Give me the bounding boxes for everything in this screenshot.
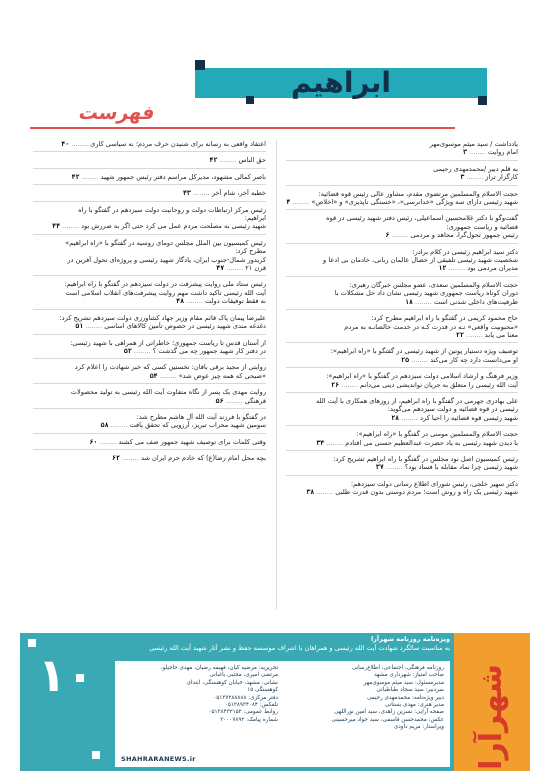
- leader-dots: ........: [314, 488, 336, 497]
- toc-entry[interactable]: [286, 190, 518, 211]
- toc-entry-text: «صبحی که همه چیز عوض شد»: [178, 371, 266, 380]
- website-url[interactable]: SHAHRARANEWS.ir: [121, 755, 196, 763]
- brand-logo: [454, 633, 530, 771]
- brand-name: شهرآرا: [474, 664, 509, 770]
- credit-line: تحریریه: مرضیه کیان، فهیمه رضیان، مهدی حاجیلو،: [160, 665, 278, 671]
- toc-page-number: ۳: [460, 173, 465, 182]
- toc-entry-line: توصیف ویژه دستیار پوتین از شهید رئیسی در گفتگو با «راه ابراهیم»:: [330, 347, 518, 356]
- toc-column-left: [33, 140, 266, 470]
- toc-entry-line: [286, 173, 518, 181]
- toc-entry-line: روایت مهدی یک پسر از نگاه متفاوت آیت الله رئیسی به تولید محصولات: [70, 388, 266, 397]
- leader-dots: ........: [108, 421, 130, 430]
- column-divider: [276, 140, 277, 610]
- toc-entry-line: روایتی از مجید برقی بافان: نخستین کسی که خبر شهادت را اعلام کرد: [74, 363, 266, 372]
- toc-entry-line: [286, 381, 518, 389]
- toc-entry-text: وقتی کلمات برای توصیف شهید جمهور صف می کشند: [118, 437, 266, 446]
- leader-dots: ........: [184, 297, 206, 306]
- leader-dots: ........: [69, 140, 91, 148]
- toc-page-number: ۲۸: [391, 413, 400, 422]
- toc-page-number: ۳: [462, 148, 467, 157]
- toc-entry-text: بچه محل امام رضا(ع) که خادم حرم ایران شد: [140, 454, 266, 463]
- toc-entry-text: فرهنگی: [244, 396, 266, 405]
- toc-entry-line: [33, 264, 266, 272]
- toc-entry-line: [286, 148, 518, 156]
- toc-entry-line: رئیس کمیسیون بین الملل مجلس دومای روسیه در گفتگو با «راه ابراهیم»: [65, 238, 266, 247]
- toc-entry-line: گفت‌وگو با دکتر غلامحسین اسماعیلی، رئیس دفتر شهید رئیسی در قوه: [326, 214, 518, 223]
- toc-entry[interactable]: [33, 173, 266, 185]
- toc-entry-line: دکتر سهیر خلجی، رئیس شورای اطلاع رسانی دولت سیزدهم:: [350, 479, 518, 488]
- leader-dots: ........: [119, 454, 141, 463]
- toc-entry-text: شهید رئیسی به مصلحت مردم عمل می کرد حتی اگر به ضررش بود: [81, 222, 266, 231]
- page-number: ۱۰: [37, 648, 95, 702]
- toc-page-number: ۲۲: [456, 330, 464, 339]
- leader-dots: ........: [290, 198, 312, 207]
- toc-page-number: ۴۴: [52, 222, 61, 231]
- toc-entry-line: وزیر فرهنگ و ارشاد اسلامی دولت سیزدهم در گفتگو با «راه ابراهیم»:: [326, 372, 518, 381]
- pixel-decoration: [92, 751, 100, 759]
- toc-entry-line: دکتر سید ابراهیم رئیسی در کلام برادر:: [412, 247, 518, 256]
- credit-line: مرتضی امیری، مجتبی باغبانی: [209, 672, 278, 679]
- toc-page-number: ۵۱: [75, 322, 84, 331]
- toc-entry-text: اعتقاد واقعی به رسانه برای شنیدن حرف مردم؛ نه سیاسی کاری: [90, 140, 266, 148]
- leader-dots: ........: [223, 396, 245, 405]
- toc-entry-line: به قلم دبیر /محمدمهدی رحیمی: [433, 164, 518, 173]
- toc-page-number: ۶۲: [112, 454, 120, 463]
- credit-line: کوهسنگی ۱۵: [247, 687, 278, 694]
- toc-entry-line: [286, 198, 518, 206]
- toc-entry[interactable]: [286, 281, 518, 310]
- page-number-box: [20, 633, 110, 771]
- toc-column-right: [286, 140, 518, 504]
- toc-entry-line: از آستان قدس تا ریاست جمهوری؛ خاطراتی از همراهی با شهید رئیسی:: [70, 338, 266, 347]
- toc-entry-text: امام روایت: [487, 148, 518, 157]
- title-underline: [30, 127, 455, 129]
- toc-entry-line: [33, 347, 266, 355]
- leader-dots: ........: [97, 437, 119, 446]
- leader-dots: ........: [83, 322, 105, 331]
- toc-entry-line: [33, 421, 266, 429]
- credit-line: نشانی: مشهد، خیابان کوهسنگی، ابتدای: [186, 679, 278, 686]
- toc-page-number: ۳۸: [306, 488, 315, 497]
- toc-entry-line: [286, 439, 518, 447]
- toc-entry-line: دوران کوتاه ریاست جمهوری شهید رئیسی نشان داد حل مشکلات با: [334, 289, 518, 298]
- leader-dots: ........: [412, 297, 434, 306]
- toc-entry[interactable]: [286, 165, 518, 186]
- toc-entry-line: «محبوبیت واقعی» نـه در قدرت کـه در خدمت خالصانـه به مردم: [344, 322, 518, 331]
- toc-entry-text: شهید رئیسی دارای سه ویژگی «خداترسی»، «خستگی ناپذیری» و «اخلاص»: [311, 198, 518, 207]
- leader-dots: ........: [217, 156, 239, 165]
- leader-dots: ........: [463, 330, 485, 339]
- toc-page-number: ۱۲: [438, 264, 447, 273]
- toc-entry-line: [33, 189, 266, 197]
- leader-dots: ........: [389, 231, 411, 240]
- credit-line: عکس: محمدحسن قاسمی، سید جواد میرحسینی: [331, 716, 444, 723]
- toc-entry-line: رئیسی در قوه قضائیه و دولت سیزدهم می‌گوید:: [387, 405, 518, 414]
- toc-entry[interactable]: [286, 314, 518, 343]
- toc-entry[interactable]: [33, 454, 266, 465]
- toc-entry-line: [286, 356, 518, 364]
- toc-entry[interactable]: [33, 413, 266, 434]
- header: [0, 0, 550, 145]
- toc-entry-line: علیرضا پیمان پاک قائم مقام وزیر جهاد کشاورزی دولت سیزدهم تشریح کرد:: [59, 313, 266, 322]
- toc-entry-line: مطرح کرد:: [235, 247, 266, 256]
- leader-dots: ........: [339, 380, 361, 389]
- toc-entry-line: رئیس مرکز ارتباطات دولت و روحانیت دولت سیزدهم در گفتگو با راه: [78, 205, 266, 214]
- toc-entry-line: [33, 173, 266, 181]
- leader-dots: ........: [131, 346, 153, 355]
- magazine-logo: ابراهیم: [291, 66, 391, 99]
- footer-title: ویژه‌نامه روزنامه شهرآرا: [370, 635, 450, 643]
- credit-line: تلفکس: ۰۵۱۳۸۹۳۴۰۸۴: [224, 702, 278, 709]
- toc-entry-line: رئیس کمیسیون اصل نود مجلس در گفتگو با راه ابراهیم تشریح کرد:: [333, 454, 518, 463]
- toc-entry-line: [33, 222, 266, 230]
- leader-dots: ........: [409, 355, 431, 364]
- footer-credits: [115, 661, 450, 767]
- toc-entry-text: شهید رئیسی یک راه و روش است؛ مردم دوستی بدون قدرت طلبی: [335, 488, 518, 497]
- toc-page-number: ۳۷: [375, 463, 384, 472]
- toc-entry-text: شهید رئیسی چرا نماد مقابله با فساد بود؟: [404, 463, 518, 472]
- toc-entry[interactable]: [33, 140, 266, 152]
- toc-entry[interactable]: [33, 363, 266, 384]
- toc-entry-line: [33, 438, 266, 446]
- toc-entry[interactable]: [33, 156, 266, 168]
- toc-entry-line: [286, 414, 518, 422]
- toc-page-number: ۵۶: [215, 396, 224, 405]
- footer-subtitle: به مناسبت سالگرد شهادت آیت الله رئیسی و همراهان با اشراف موسسه حفظ و نشر آثار شهید آیت الله رئیسی: [149, 644, 450, 652]
- toc-entry-text: سومین شهید محراب تبریز، آرزویی که تحقق یافت: [129, 421, 266, 430]
- credit-line: سردبیر: سید سجاد طباطبائی: [376, 687, 444, 694]
- toc-entry-line: کریدور شمال-جنوب ایران، یادگار شهید رئیسی و پروژه‌ای تحول آفرین در: [67, 255, 266, 264]
- toc-entry-text: رئیس جمهور تحول‌گرا، مجاهد و مردمی: [410, 231, 518, 240]
- section-title: فهرست: [77, 102, 157, 124]
- toc-entry[interactable]: [286, 397, 518, 426]
- toc-entry-line: [33, 322, 266, 330]
- leader-dots: ........: [79, 172, 101, 181]
- toc-page-number: ۶۰: [89, 437, 98, 446]
- leader-dots: ........: [446, 264, 468, 273]
- leader-dots: ........: [60, 222, 82, 231]
- toc-entry-text: ظرفیت‌های داخلی شدنی است: [433, 297, 518, 306]
- toc-entry[interactable]: [33, 280, 266, 309]
- toc-entry[interactable]: [33, 388, 266, 409]
- toc-page-number: ۴۰: [61, 140, 70, 148]
- toc-entry-text: ناصر کمالی مشهود، مدیرکل مراسم دفتر رئیس جمهور شهید: [100, 172, 266, 181]
- toc-entry[interactable]: [33, 189, 266, 201]
- toc-entry-line: [33, 372, 266, 380]
- toc-entry[interactable]: [33, 314, 266, 335]
- toc-entry[interactable]: [33, 206, 266, 235]
- credits-column-left: [120, 665, 278, 724]
- toc-entry-line: [286, 488, 518, 496]
- toc-entry-text: دغدغه مندی شهید رئیسی در خصوص تأمین کالاهای اساسی: [104, 322, 266, 331]
- credits-column-right: [284, 665, 444, 732]
- toc-entry-line: [33, 297, 266, 305]
- credit-line: روابط عمومی: ۰۵۱۳۸۴۳۲۱۵۲: [208, 709, 278, 716]
- toc-page-number: ۲۵: [401, 355, 410, 364]
- toc-entry-text: او می‌دانست دارد چه کار می‌کند: [430, 355, 518, 364]
- toc-entry-line: آیت الله رئیسی تاکید داشت مهم روایت پیشرفت‌های انقلاب اسلامی است: [65, 288, 266, 297]
- credit-line: صفحه آرایی: نسرین زاهدی، سید امین نوراللهی: [334, 709, 444, 716]
- toc-entry-text: حق الناس: [238, 156, 266, 165]
- leader-dots: ........: [383, 463, 405, 472]
- toc-entry-line: [33, 397, 266, 405]
- toc-page-number: ۳۴: [316, 438, 325, 447]
- credit-line: ویراستار: مریم داودی: [393, 724, 444, 731]
- toc-entry-text: شهید رئیسی قوه قضائیه را احیا کرد: [420, 413, 518, 422]
- leader-dots: ........: [324, 438, 346, 447]
- toc-page-number: ۵۴: [149, 371, 158, 380]
- credit-line: مدیر هنری: مهدی بستانی: [385, 702, 444, 709]
- toc-entry[interactable]: [33, 239, 266, 277]
- toc-entry-line: یادداشت / سید میثم موسوی‌مهر: [429, 140, 518, 148]
- toc-entry-line: قضائیه و ریاست جمهوری:: [446, 222, 518, 231]
- toc-entry-text: آیت الله رئیسی را متعلق به جریان نواندیشی دینی می‌دانم: [360, 380, 518, 389]
- toc-entry-line: [33, 140, 266, 148]
- toc-page-number: ۴۳: [182, 189, 191, 198]
- leader-dots: ........: [224, 264, 246, 273]
- toc-entry-line: ابراهیم:: [244, 214, 266, 223]
- toc-entry-line: حجت الاسلام والمسلمین مومنی در گفتگو با «راه ابراهیم»:: [356, 430, 518, 439]
- toc-entry-line: حجت الاسلام والمسلمین سعدی، عضو مجلس خبرگان رهبری:: [349, 280, 518, 289]
- toc-entry-text: مدیران مردمی بود: [467, 264, 518, 273]
- toc-page-number: ۴۲: [209, 156, 218, 165]
- toc-entry-line: [286, 331, 518, 339]
- toc-entry[interactable]: [286, 347, 518, 368]
- toc-entry[interactable]: [286, 480, 518, 500]
- toc-entry-line: حاج محمود کریمی در گفتگو با راه ابراهیم مطرح کرد:: [371, 314, 518, 323]
- toc-entry[interactable]: [286, 214, 518, 243]
- leader-dots: ........: [190, 189, 212, 198]
- credit-line: دفتر مرکزی: ۰۵۱۳۷۲۸۸۸۸۸: [213, 694, 278, 701]
- toc-entry-line: [33, 156, 266, 164]
- toc-entry[interactable]: [286, 372, 518, 393]
- toc-entry-line: شخصیت شهید رئیسی تلفیقی از خصال عالمان ربانی، خادمان بی ادعا و: [323, 256, 518, 265]
- toc-entry[interactable]: [286, 455, 518, 476]
- toc-entry-text: در دفتر کار شهید جمهور چه می گذشت ؟: [152, 346, 266, 355]
- leader-dots: ........: [157, 371, 179, 380]
- toc-page-number: ۵۸: [100, 421, 109, 430]
- toc-entry-line: [286, 463, 518, 471]
- toc-page-number: ۵۲: [123, 346, 132, 355]
- credit-line: روزنامه فرهنگی، اجتماعی، اطلاع‌رسانی: [351, 665, 444, 671]
- toc-entry-text: کارگزار تراز: [485, 173, 518, 182]
- toc-entry[interactable]: [286, 430, 518, 451]
- toc-entry-text: قرن ۲۱: [245, 264, 266, 273]
- credit-line: شماره پیامک: ۳۰۰۰۷۸۹۲: [220, 716, 278, 723]
- leader-dots: ........: [464, 173, 486, 182]
- footer-header: [115, 635, 450, 653]
- toc-entry-line: رئیس ستاد ملی روایت پیشرفت در دولت سیزدهم در گفتگو با راه ابراهیم:: [64, 280, 266, 289]
- toc-page-number: ۴: [286, 198, 291, 207]
- credit-line: صاحب امتیاز: شهرداری مشهد: [374, 672, 444, 679]
- toc-entry-text: معنا می یابد: [484, 330, 518, 339]
- toc-page-number: ۴۲: [71, 172, 80, 181]
- toc-entry-line: علی بهادری جهرمی در گفتگو با راه ابراهیم، از روزهای همکاری با آیت الله: [316, 396, 518, 405]
- leader-dots: ........: [399, 413, 421, 422]
- toc-page-number: ۴۸: [176, 297, 185, 306]
- toc-entry-line: [286, 231, 518, 239]
- toc-page-number: ۴۷: [216, 264, 225, 273]
- toc-entry-line: [286, 298, 518, 306]
- toc-entry-text: نه فقط توفیقات دولت: [205, 297, 266, 306]
- toc-entry-text: خطبه آخر، شام آخر: [211, 189, 266, 198]
- toc-entry-line: [33, 454, 266, 462]
- toc-entry[interactable]: [33, 438, 266, 450]
- footer-colophon: [20, 633, 530, 771]
- credit-line: دبیر ویژه‌نامه: محمدمهدی رحیمی: [367, 694, 444, 701]
- toc-entry[interactable]: [33, 339, 266, 360]
- credit-line: مدیرمسئول: سید میثم موسوی‌مهر: [363, 679, 444, 686]
- toc-entry-line: حجت الاسلام والمسلمین مرتضوی مقدم، مشاور عالی رئیس قوه قضائیه:: [318, 189, 518, 198]
- toc-entry-line: در گفتگو با فرزند آیت الله آل هاشم مطرح شد:: [136, 412, 266, 421]
- toc-entry[interactable]: [286, 248, 518, 277]
- toc-entry[interactable]: [286, 140, 518, 161]
- toc-entry-text: با دیدن شهید رئیسی به یاد حضرت عبدالعظیم حسنی می افتادم: [345, 438, 518, 447]
- toc-page-number: ۶: [385, 231, 390, 240]
- toc-entry-line: [286, 264, 518, 272]
- toc-page-number: ۲۶: [331, 380, 340, 389]
- leader-dots: ........: [466, 148, 488, 157]
- toc-page-number: ۱۸: [404, 297, 413, 306]
